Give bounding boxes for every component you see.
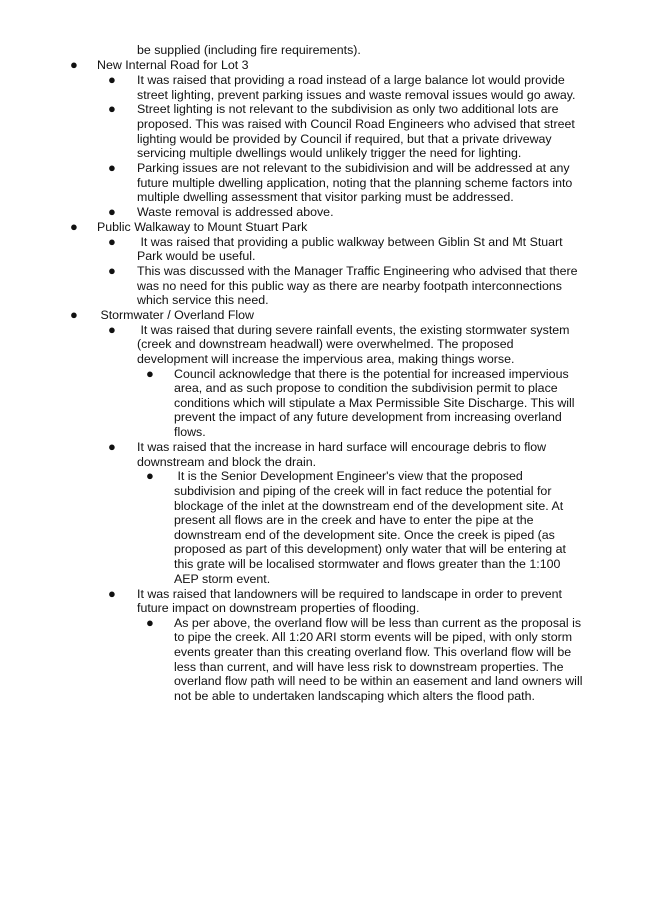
bullet-icon: ●	[146, 366, 154, 381]
paragraph-line: servicing multiple dwellings would unlikely trigger the need for lighting.	[137, 146, 522, 160]
intro-tail-text: be supplied (including fire requirements).	[137, 43, 361, 57]
paragraph-line: As per above, the overland flow will be less than current as the proposal is	[174, 616, 582, 630]
paragraph-line: Council acknowledge that there is the potential for increased impervious	[174, 367, 569, 381]
paragraph-line: to pipe the creek. All 1:20 ARI storm events will be piped, with only storm	[174, 630, 573, 644]
bullet-icon: ●	[146, 615, 154, 630]
paragraph-line: overland flow path will need to be within an easement and land owners will	[174, 674, 583, 688]
bullet-icon: ●	[70, 219, 78, 234]
bullet-icon: ●	[108, 72, 116, 87]
bullet-icon: ●	[70, 307, 78, 322]
paragraph-line: prevent the impact of any future development from increasing overland	[174, 410, 562, 424]
bullet-icon: ●	[70, 57, 78, 72]
paragraph-line: less than current, and will have less risk to downstream properties. The	[174, 660, 564, 674]
paragraph-line: AEP storm event.	[174, 572, 271, 586]
section-heading: Public Walkaway to Mount Stuart Park	[97, 220, 308, 234]
bullet-icon: ●	[108, 101, 116, 116]
paragraph-line: present all flows are in the creek and have to enter the pipe at the	[174, 513, 534, 527]
bullet-icon: ●	[108, 204, 116, 219]
bullet-icon: ●	[108, 263, 116, 278]
bullet-icon: ●	[108, 439, 116, 454]
paragraph-line: which service this need.	[137, 293, 269, 307]
paragraph-line: It was raised that during severe rainfall events, the existing stormwater system	[137, 323, 570, 337]
paragraph-line: downstream end of the development site. Once the creek is piped (as	[174, 528, 555, 542]
paragraph-line: subdivision and piping of the creek will in fact reduce the potential for	[174, 484, 552, 498]
paragraph-line: This was discussed with the Manager Traffic Engineering who advised that there	[137, 264, 578, 278]
paragraph-line: events greater than this creating overland flow. This overland flow will be	[174, 645, 572, 659]
paragraph-line: this grate will be localised stormwater and flows greater than the 1:100	[174, 557, 561, 571]
paragraph-line: Street lighting is not relevant to the subdivision as only two additional lots are	[137, 102, 559, 116]
paragraph-line: was no need for this public way as there are nearby footpath interconnections	[137, 279, 562, 293]
paragraph-line: lighting would be provided by Council if required, but that a private driveway	[137, 132, 552, 146]
paragraph-line: street lighting, prevent parking issues and waste removal issues would go away.	[137, 88, 576, 102]
paragraph-line: future multiple dwelling application, noting that the planning scheme factors into	[137, 176, 573, 190]
section-heading: New Internal Road for Lot 3	[97, 58, 249, 72]
paragraph-line: development will increase the impervious area, making things worse.	[137, 352, 515, 366]
paragraph-line: It was raised that landowners will be required to landscape in order to prevent	[137, 587, 562, 601]
section-heading: Stormwater / Overland Flow	[97, 308, 254, 322]
bullet-icon: ●	[108, 322, 116, 337]
bullet-icon: ●	[108, 160, 116, 175]
paragraph-line: blockage of the inlet at the downstream end of the development site. At	[174, 499, 564, 513]
paragraph-line: not be able to undertaken landscaping which alters the flood path.	[174, 689, 535, 703]
bullet-icon: ●	[108, 586, 116, 601]
paragraph-line: Parking issues are not relevant to the subidivision and will be addressed at any	[137, 161, 570, 175]
bullet-icon: ●	[108, 234, 116, 249]
paragraph-line: It was raised that providing a public walkway between Giblin St and Mt Stuart	[137, 235, 563, 249]
paragraph-line: multiple dwelling assessment that visitor parking must be addressed.	[137, 190, 514, 204]
paragraph-line: (creek and downstream headwall) were overwhelmed. The proposed	[137, 337, 514, 351]
paragraph-line: conditions which will stipulate a Max Permissible Site Discharge. This will	[174, 396, 575, 410]
paragraph-line: flows.	[174, 425, 206, 439]
paragraph-line: proposed as part of this development) only water that will be entering at	[174, 542, 566, 556]
paragraph-line: Waste removal is addressed above.	[137, 205, 334, 219]
paragraph-line: It was raised that the increase in hard surface will encourage debris to flow	[137, 440, 547, 454]
paragraph-line: proposed. This was raised with Council Road Engineers who advised that street	[137, 117, 575, 131]
paragraph-line: area, and as such propose to condition the subdivision permit to place	[174, 381, 558, 395]
paragraph-line: downstream and block the drain.	[137, 455, 317, 469]
paragraph-line: It was raised that providing a road instead of a large balance lot would provide	[137, 73, 565, 87]
bullet-icon: ●	[146, 468, 154, 483]
paragraph-line: Park would be useful.	[137, 249, 256, 263]
paragraph-line: future impact on downstream properties of flooding.	[137, 601, 420, 615]
paragraph-line: It is the Senior Development Engineer's view that the proposed	[174, 469, 523, 483]
